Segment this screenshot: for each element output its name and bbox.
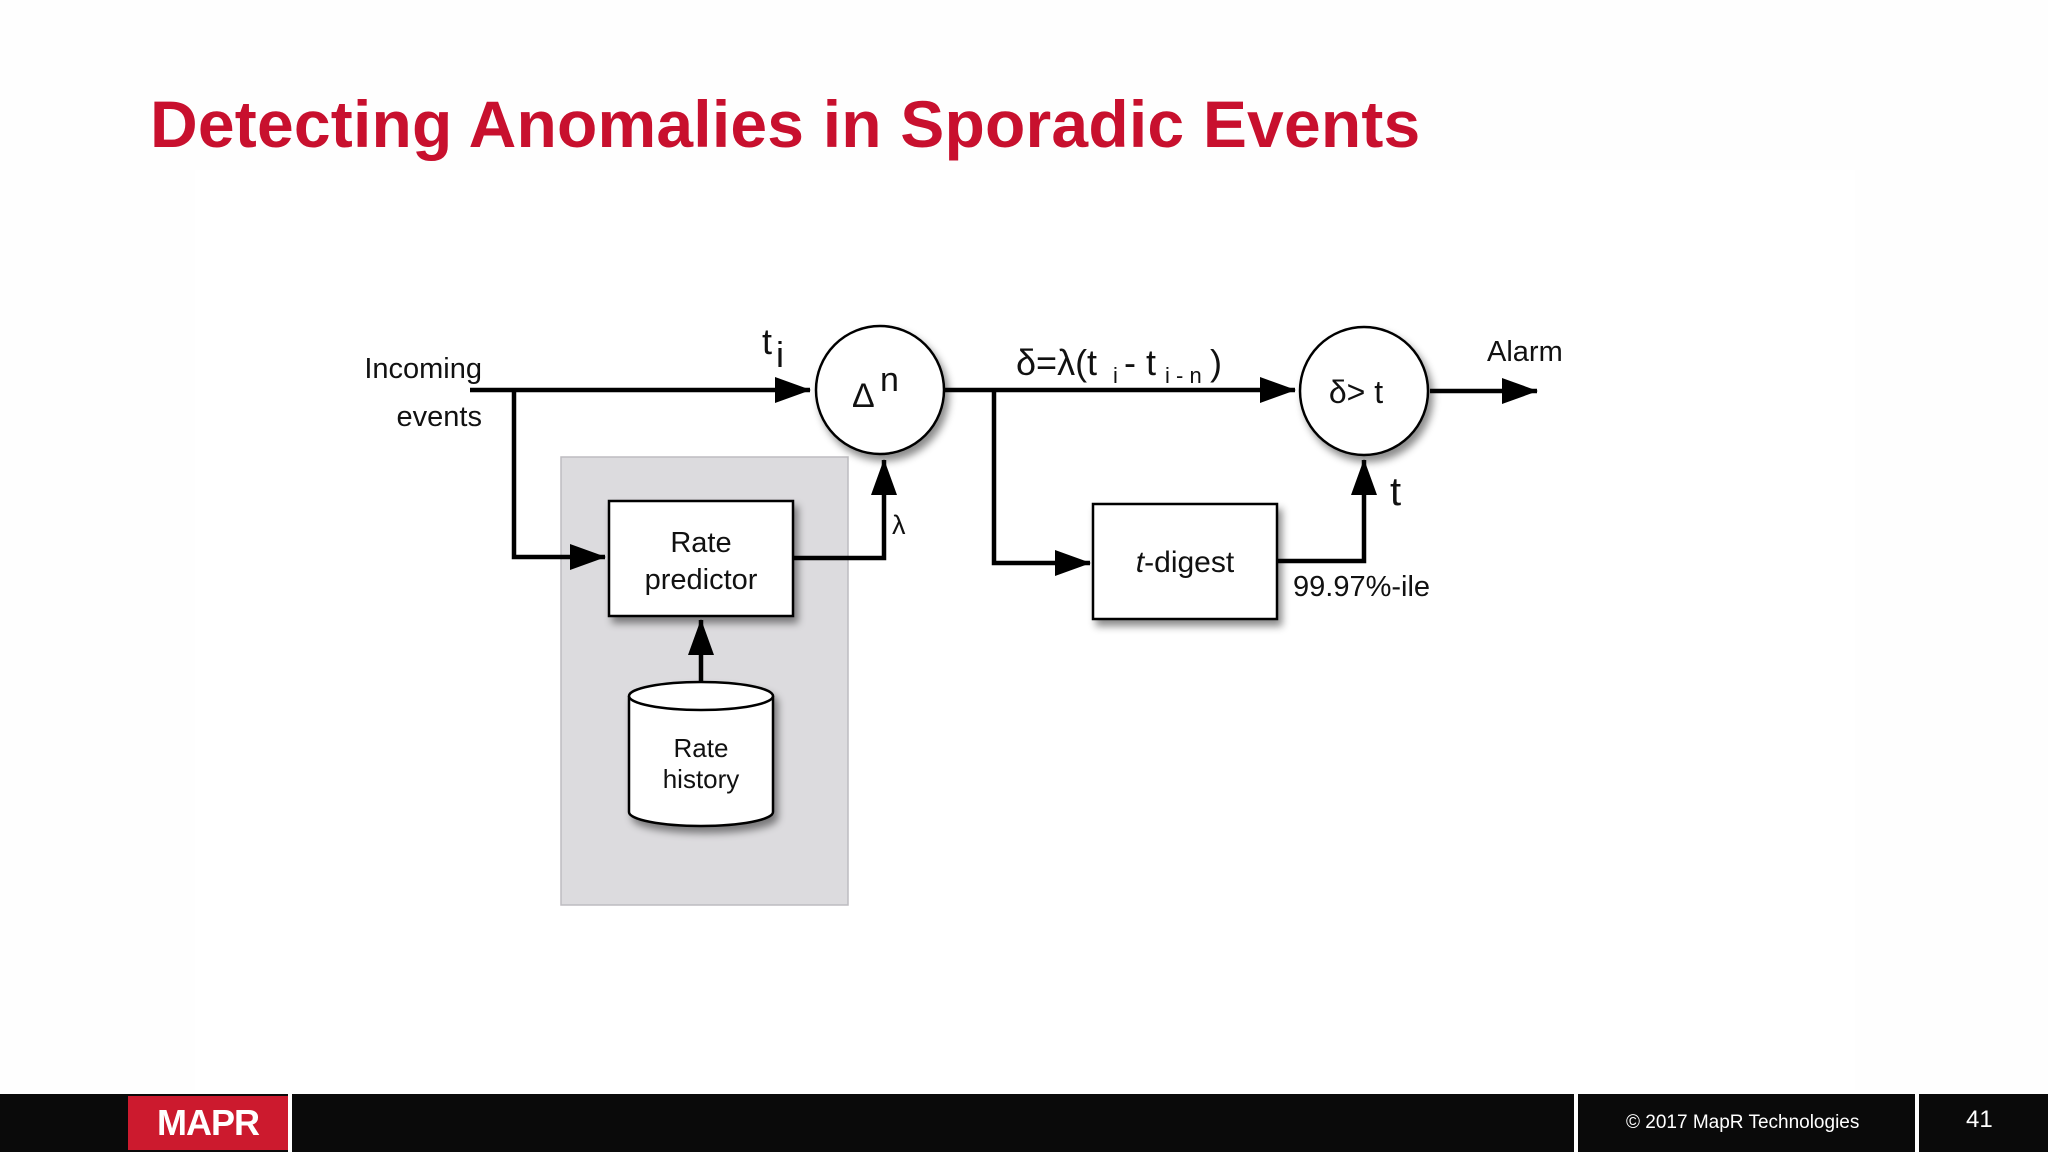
incoming-label: Incoming [364,353,482,385]
delta-superscript: n [880,361,899,399]
formula-subscript-2: i - n [1165,363,1202,388]
formula-subscript-1: i [1113,363,1118,388]
copyright-text: © 2017 MapR Technologies [1626,1112,1860,1133]
ti-subscript: i [776,334,784,375]
lambda-label: λ [892,510,906,540]
threshold-t-label: t [1390,470,1402,514]
threshold-node [1300,327,1428,455]
rate-history-label-2: history [662,764,740,794]
footer-divider [1574,1094,1578,1152]
delta-symbol: Δ [852,377,875,415]
mapr-logo: MAPR [128,1096,288,1150]
page-number: 41 [1966,1106,1993,1133]
percentile-label: 99.97%-ile [1293,571,1431,603]
events-label: events [396,401,482,433]
ti-label: t [762,321,773,362]
formula-main: δ=λ(t [1016,342,1098,383]
formula-end: ) [1210,342,1222,383]
rate-history-label-1: Rate [673,733,729,763]
slide-title: Detecting Anomalies in Sporadic Events [150,87,1421,161]
rate-predictor-label-2: predictor [644,564,758,596]
tdigest-box [1093,504,1277,619]
formula-middle: - t [1124,342,1156,383]
rate-predictor-label-1: Rate [670,527,732,559]
footer-bar [0,1094,2048,1152]
footer-divider [1915,1094,1919,1152]
tdigest-label: t-digest [1135,546,1235,579]
footer-divider [288,1094,292,1152]
delta-node [816,326,944,454]
rate-predictor-box [609,501,793,616]
content-panel [195,170,1855,1090]
alarm-label: Alarm [1487,336,1563,368]
threshold-label: δ> t [1328,374,1384,410]
